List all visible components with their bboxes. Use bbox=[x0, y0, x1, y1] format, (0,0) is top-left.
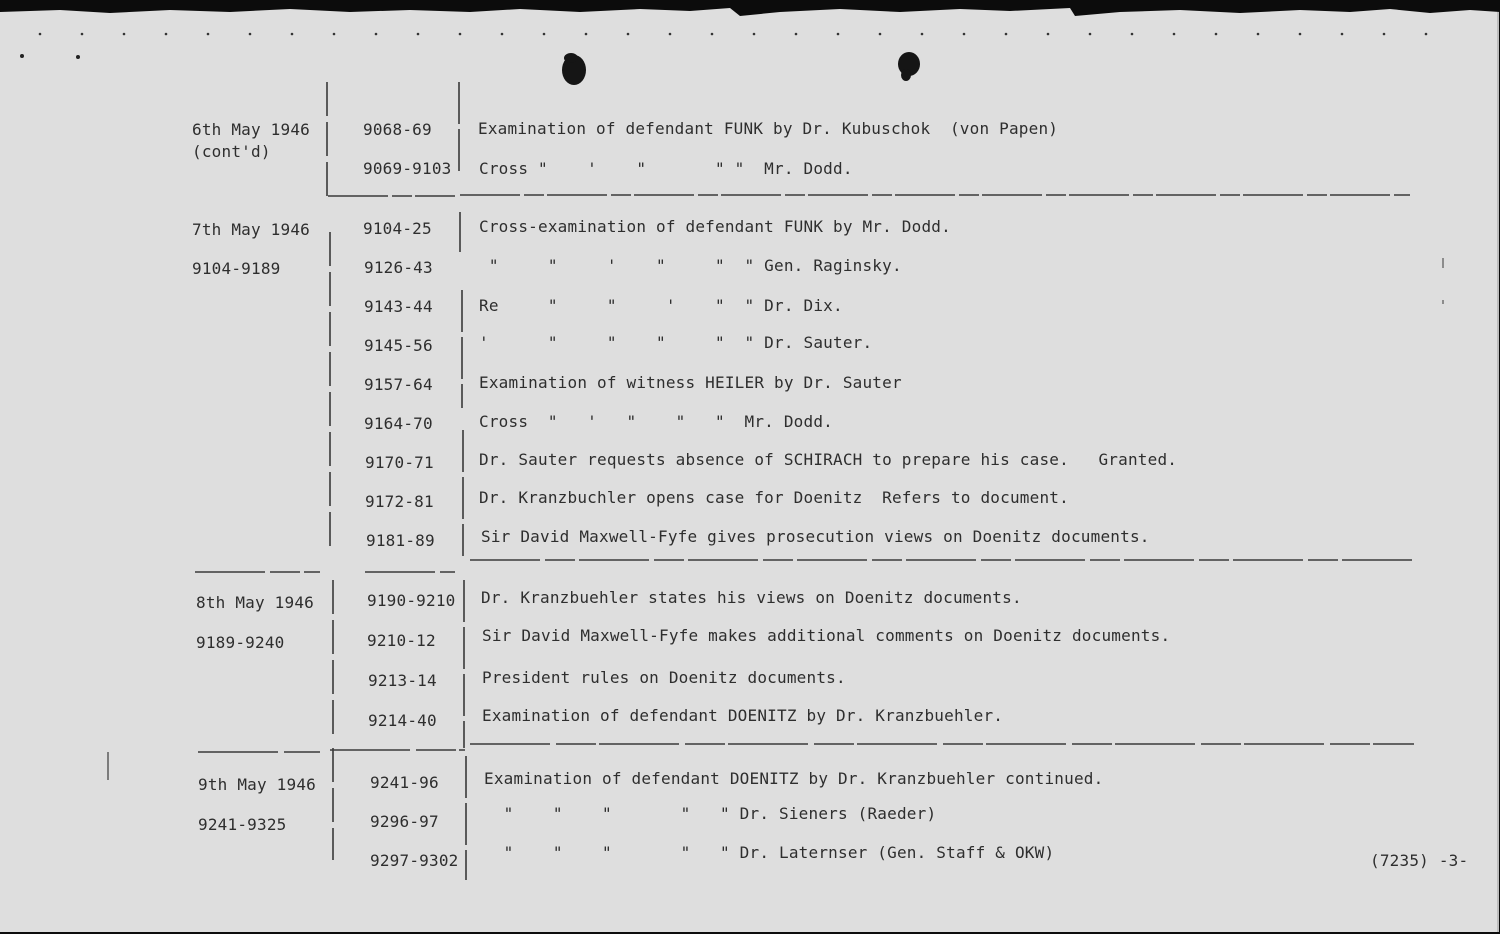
entry-pages: 9190-9210 bbox=[367, 591, 456, 610]
entry-text: Dr. Sauter requests absence of SCHIRACH to prepare his case. Granted. bbox=[479, 450, 1178, 469]
entry-pages: 9296-97 bbox=[370, 812, 439, 831]
entry-range: 9241-9325 bbox=[198, 815, 287, 834]
entry-pages: 9170-71 bbox=[365, 453, 434, 472]
page-footer: (7235) -3- bbox=[1370, 851, 1469, 870]
entry-date: 6th May 1946 bbox=[192, 120, 310, 139]
separator-1 bbox=[328, 195, 1410, 196]
entry-text: Examination of defendant DOENITZ by Dr. Kranzbuehler. bbox=[482, 706, 1004, 725]
column-divider-pages bbox=[459, 82, 466, 880]
column-divider-date bbox=[327, 82, 333, 860]
entry-text: Cross-examination of defendant FUNK by Mr. Dodd. bbox=[479, 217, 951, 236]
entry-date: 7th May 1946 bbox=[192, 220, 310, 239]
entry-pages: 9126-43 bbox=[364, 258, 433, 277]
entry-text: Dr. Kranzbuehler states his views on Doenitz documents. bbox=[481, 588, 1022, 607]
entry-text: Re " " ' " " Dr. Dix. bbox=[479, 296, 843, 315]
separator-2 bbox=[195, 560, 1412, 572]
entry-text: President rules on Doenitz documents. bbox=[482, 668, 846, 687]
entry-pages: 9241-96 bbox=[370, 773, 439, 792]
entry-text: Examination of defendant DOENITZ by Dr. Kranzbuehler continued. bbox=[484, 769, 1104, 788]
entry-range: 9104-9189 bbox=[192, 259, 281, 278]
entry-pages: 9068-69 bbox=[363, 120, 432, 139]
entry-pages: 9104-25 bbox=[363, 219, 432, 238]
entry-range: 9189-9240 bbox=[196, 633, 285, 652]
entry-pages: 9157-64 bbox=[364, 375, 433, 394]
entry-pages: 9143-44 bbox=[364, 297, 433, 316]
separator-3 bbox=[198, 744, 1414, 752]
entry-pages: 9214-40 bbox=[368, 711, 437, 730]
entry-pages: 9297-9302 bbox=[370, 851, 459, 870]
entry-pages: 9181-89 bbox=[366, 531, 435, 550]
entry-pages: 9069-9103 bbox=[363, 159, 452, 178]
entry-text: " " " " " Dr. Laternser (Gen. Staff & OKW) bbox=[484, 843, 1055, 862]
entry-text: " " ' " " " Gen. Raginsky. bbox=[479, 256, 902, 275]
entry-text: ' " " " " " Dr. Sauter. bbox=[479, 333, 873, 352]
entry-text: Cross " ' " " " Mr. Dodd. bbox=[479, 412, 833, 431]
entry-text: Sir David Maxwell-Fyfe makes additional comments on Doenitz documents. bbox=[482, 626, 1171, 645]
entry-text: Sir David Maxwell-Fyfe gives prosecution views on Doenitz documents. bbox=[481, 527, 1150, 546]
entry-text: Cross " ' " " " Mr. Dodd. bbox=[479, 159, 853, 178]
entry-text: " " " " " Dr. Sieners (Raeder) bbox=[484, 804, 937, 823]
entry-date-note: (cont'd) bbox=[192, 142, 271, 161]
entry-pages: 9210-12 bbox=[367, 631, 436, 650]
entry-pages: 9164-70 bbox=[364, 414, 433, 433]
entry-pages: 9172-81 bbox=[365, 492, 434, 511]
entry-text: Dr. Kranzbuchler opens case for Doenitz Refers to document. bbox=[479, 488, 1069, 507]
entry-date: 8th May 1946 bbox=[196, 593, 314, 612]
entry-date: 9th May 1946 bbox=[198, 775, 316, 794]
entry-pages: 9145-56 bbox=[364, 336, 433, 355]
entry-pages: 9213-14 bbox=[368, 671, 437, 690]
entry-text: Examination of witness HEILER by Dr. Sauter bbox=[479, 373, 902, 392]
entry-text: Examination of defendant FUNK by Dr. Kubuschok (von Papen) bbox=[478, 119, 1059, 138]
